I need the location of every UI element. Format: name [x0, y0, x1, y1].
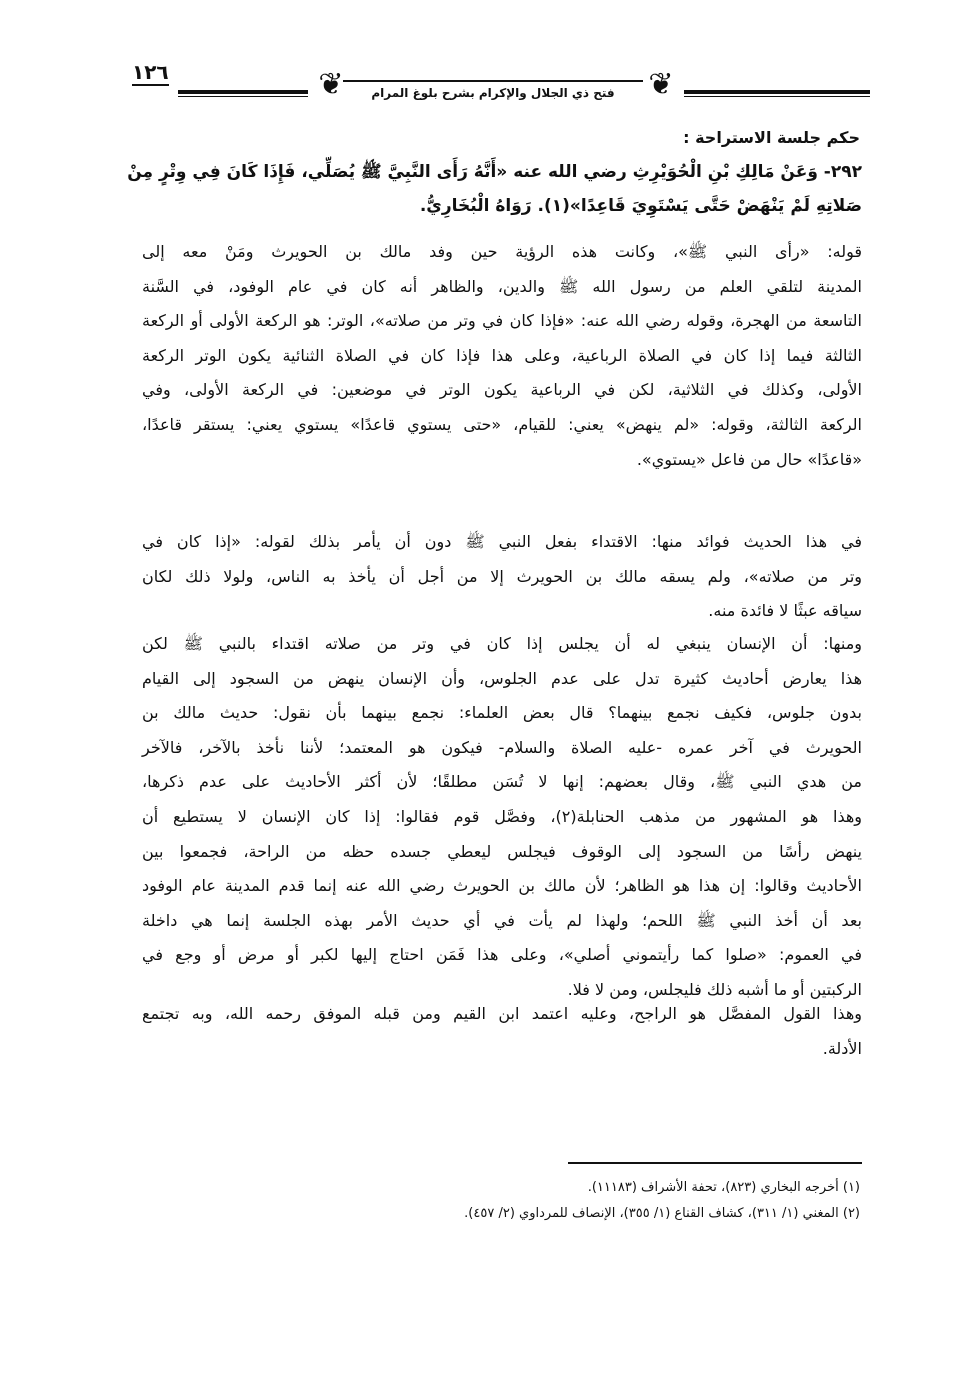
paragraph-line: التاسعة من الهجرة، وقوله رضي الله عنه: «فإذا كان في وتر من صلاته»، الوتر: هو الركعة الأولى أو الركعة [142, 311, 862, 331]
header-rule-left [178, 90, 308, 94]
header-rule-left-thin [178, 96, 308, 97]
paragraph-line: وهذا هو المشهور من مذهب الحنابلة(٢)، وفصَّل قوم فقالوا: إذا كان الإنسان لا يستطيع أن [142, 807, 863, 826]
paragraph-line: وهذا القول المفصَّل هو الراجح، وعليه اعتمد ابن القيم ومن قبله الموفق رحمه الله، وبه تجتمع [142, 1004, 862, 1023]
paragraph-line: وتر من صلاته»، ولم يسقه مالك بن الحويرث إلا من أجل أن يأخذ به الناس، ولولا ذلك لكان [142, 566, 862, 586]
hadith-line: ٢٩٢- وَعَنْ مَالِكِ بْنِ الْحُوَيْرِثِ رضي الله عنه «أَنَّهُ رَأَى النَّبِيَّ ﷺ يُصَلِّي، فَإِذَا كَانَ فِي وِتْرٍ مِنْ [127, 162, 862, 182]
footnote-2: (٢) المغني (١/ ٣١١)، كشاف القناع (١/ ٣٥٥)، الإنصاف للمرداوي (٢/ ٤٥٧). [464, 1206, 860, 1221]
paragraph-line: الأولى، وكذلك في الثلاثية، لكن في الرباعية يكون الوتر في موضعين: في الركعة الأولى، وفي [142, 380, 862, 400]
paragraph-line: سياقه عبثًا لا فائدة منه. [708, 601, 862, 621]
paragraph-line: ينهض رأسًا من السجود إلى الوقوف فيجلس ليعطي جسده حظه من الراحة، فجمعوا بين [142, 841, 862, 861]
paragraph-line: الركبتين أو ما أشبه ذلك فليجلس، ومن لا فلا. [567, 980, 862, 999]
header-rule-right [684, 90, 870, 94]
paragraph-line: قوله: «رأى النبي ﷺ»، وكانت هذه الرؤية حين وفد مالك بن الحويرث ومَنْ معه إلى [142, 242, 862, 261]
paragraph-line: الركعة الثالثة، وقوله: «لم ينهض» يعني: للقيام، «حتى يستوي قاعدًا» يستوي يعني: يستقر قاعدًا، [142, 415, 862, 434]
hadith-line: صَلاتِهِ لَمْ يَنْهَضْ حَتَّى يَسْتَوِيَ قَاعِدًا»(١). رَوَاهُ الْبُخَارِيُّ. [419, 196, 862, 216]
paragraph-line: المدينة لتلقي العلم من رسول الله ﷺ والدين، والظاهر أنه كان في عام الوفود، في السَّنة [142, 276, 862, 296]
paragraph-line: بعد أن أخذ النبي ﷺ اللحم؛ ولهذا لم يأت في أي حديث الأمر بهذه الجلسة إنما هي داخلة [142, 910, 862, 930]
paragraph-line: ومنها: أن الإنسان ينبغي له أن يجلس إذا كان في وتر من صلاته اقتداء بالنبي ﷺ لكن [142, 634, 862, 653]
page-number: ١٢٦ [132, 60, 169, 84]
ornament-icon: ❦ [318, 67, 344, 102]
paragraph-line: في العموم: «صلوا كما رأيتموني أصلي»، وعلى هذا فَمَن احتاج إليها لكبر أو مرض أو وجع في [142, 945, 862, 965]
ornament-icon: ❦ [648, 67, 674, 102]
paragraph-line: الثالثة فيما إذا كان في الصلاة الرباعية، وعلى هذا فإذا كان في الصلاة الثنائية يكون الوتر الركعة [142, 345, 862, 365]
paragraph-line: الأدلة. [822, 1038, 862, 1058]
paragraph-line: الحويرث في آخر عمره -عليه الصلاة والسلام- فيكون هو المعتمد؛ لأننا نأخذ بالآخر، فالآخر [142, 737, 862, 757]
paragraph-line: بدون جلوس، فكيف نجمع بينهما؟ قال بعض العلماء: نجمع بينهما بأن نقول: حديث مالك بن [142, 703, 862, 723]
paragraph-line: «قاعدًا» حال من فاعل «يستوي». [636, 449, 862, 469]
paragraph-line: في هذا الحديث فوائد منها: الاقتداء بفعل النبي ﷺ دون أن يأمر بذلك لقوله: «إذا كان في [142, 532, 862, 551]
section-heading: حكم جلسة الاستراحة : [683, 128, 860, 147]
footnote-1: (١) أخرجه البخاري (٨٢٣)، تحفة الأشراف (١١١٨٣). [587, 1180, 860, 1195]
paragraph-line: من هدي النبي ﷺ، وقال بعضهم: إنها لا تُسَن مطلقًا؛ لأن أكثر الأحاديث على عدم ذكرها، [142, 772, 862, 792]
footnote-divider [568, 1162, 862, 1164]
paragraph-line: الأحاديث وقالوا: إن هذا هو الظاهر؛ لأن مالك بن الحويرث رضي الله عنه إنما قدم المدينة عام الوفود [142, 876, 862, 896]
running-header [118, 60, 870, 110]
paragraph-line: هذا يعارض أحاديث كثيرة تدل على عدم الجلوس، وأن الإنسان ينهض من السجود إلى القيام [142, 668, 862, 688]
book-title: فتح ذي الجلال والإكرام بشرح بلوغ المرام [343, 80, 643, 100]
header-rule-right-thin [684, 96, 870, 97]
